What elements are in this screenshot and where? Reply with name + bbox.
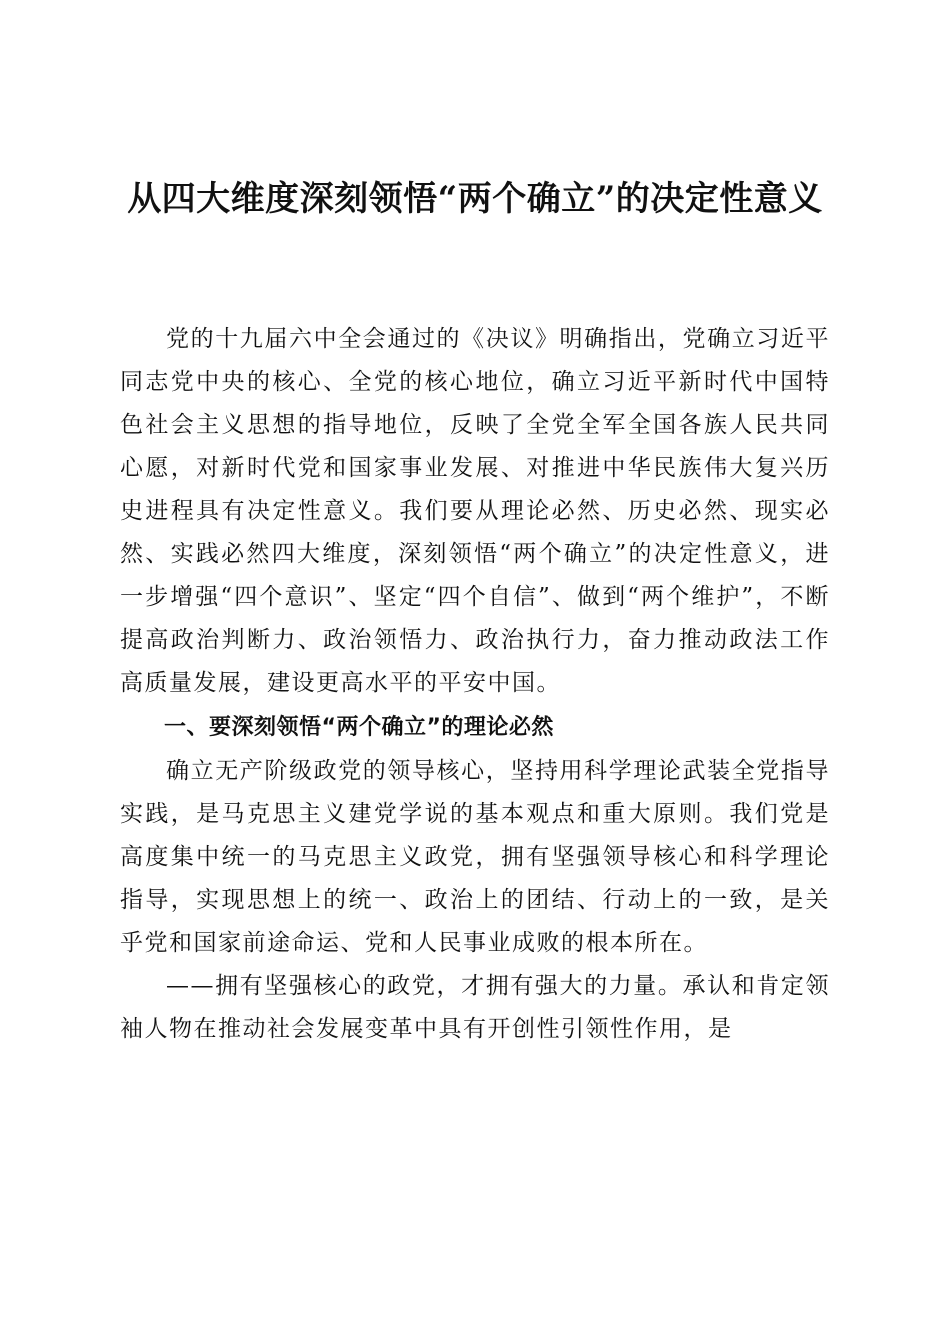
intro-paragraph: 党的十九届六中全会通过的《决议》明确指出，党确立习近平同志党中央的核心、全党的核心地位，确立习近平新时代中国特色社会主义思想的指导地位，反映了全党全军全国各族人民共同心愿，对新时代党和国家事业发展、对推进中华民族伟大复兴历史进程具有决定性意义。我们要从理论必然、历史必然、现实必然、实践必然四大维度，深刻领悟“两个确立”的决定性意义，进一步增强“四个意识”、坚定“四个自信”、做到“两个维护”，不断提高政治判断力、政治领悟力、政治执行力，奋力推动政法工作高质量发展，建设更高水平的平安中国。 — [120, 326, 830, 696]
document-body — [120, 318, 830, 1051]
section-heading-1: 一、要深刻领悟“两个确立”的理论必然 — [164, 715, 554, 740]
section-1-paragraph-1: 确立无产阶级政党的领导核心，坚持用科学理论武装全党指导实践，是马克思主义建党学说的基本观点和重大原则。我们党是高度集中统一的马克思主义政党，拥有坚强领导核心和科学理论指导，实现思想上的统一、政治上的团结、行动上的一致，是关乎党和国家前途命运、党和人民事业成败的根本所在。 — [120, 758, 830, 956]
document-title: 从四大维度深刻领悟“两个确立”的决定性意义 — [127, 179, 823, 219]
section-1-paragraph-2: ——拥有坚强核心的政党，才拥有强大的力量。承认和肯定领袖人物在推动社会发展变革中具有开创性引领性作用，是 — [120, 973, 830, 1042]
